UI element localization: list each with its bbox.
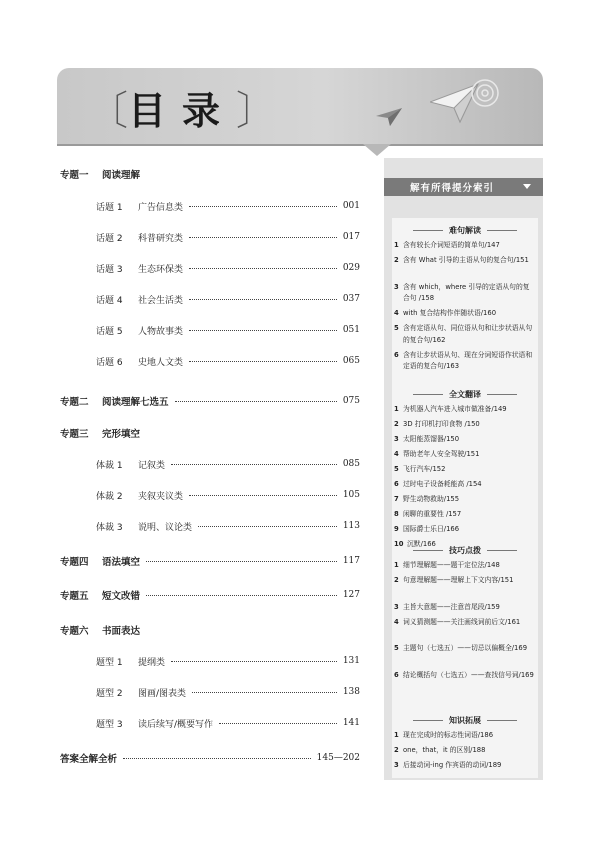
index-entry-number: 2 [394, 420, 399, 428]
toc-item-row [96, 229, 360, 245]
toc-leader-dots [192, 692, 337, 693]
toc-item-number: 话题 6 [96, 357, 123, 368]
index-entry-text: 太阳能蒸馏器/150 [403, 435, 460, 443]
index-entry-text: 闲聊的重要性 /157 [403, 510, 462, 518]
index-entry [394, 240, 536, 252]
title-bracket-left: 〔 [88, 87, 128, 134]
toc-page-number: 017 [342, 232, 360, 242]
index-entry-text: 3D 打印机打印食物 /150 [403, 420, 480, 428]
toc-item-title: 史地人文类 [138, 357, 184, 368]
index-entry-number: 4 [394, 617, 399, 626]
index-entry-number: 2 [394, 746, 399, 754]
toc-leader-dots [189, 495, 337, 496]
index-entry [394, 464, 536, 476]
index-entry [394, 509, 536, 521]
toc-item-title: 说明、议论类 [138, 522, 193, 533]
toc-section-row [60, 587, 360, 603]
index-entry [394, 575, 536, 587]
toc-leader-dots [171, 464, 337, 465]
toc-leader-dots [219, 723, 337, 724]
toc-section-number: 专题一 [60, 170, 89, 181]
paper-plane-small-icon [376, 106, 402, 126]
index-entry-text: 句意理解题——理解上下文内容/151 [403, 576, 514, 584]
index-entry-text: 细节理解题——题干定位法/148 [403, 561, 500, 569]
toc-item-number: 话题 2 [96, 233, 123, 244]
toc-item-number: 话题 3 [96, 264, 123, 275]
index-entry-number: 4 [394, 309, 399, 317]
index-entry-text: 词义猜测题——关注画线词前后文/161 [403, 617, 521, 626]
toc-page-number: 029 [342, 263, 360, 273]
index-entry-text: 结论概括句（七选五）——查找信号词/169 [403, 670, 534, 679]
index-panel-body [392, 218, 538, 778]
index-entry [394, 617, 536, 629]
toc-item-title: 记叙类 [138, 460, 166, 471]
toc-page-number: 065 [342, 356, 360, 366]
toc-section-title: 语法填空 [102, 557, 141, 568]
toc-item-number: 体裁 2 [96, 491, 123, 502]
toc-item-title: 提纲类 [138, 657, 166, 668]
toc-page-number: 141 [342, 718, 360, 728]
toc-item-row [96, 322, 360, 338]
index-entry-text: 含有定语从句、同位语从句和让步状语从句的复合句/162 [403, 324, 533, 344]
toc-section-row [60, 553, 360, 569]
toc-leader-dots [189, 361, 337, 362]
index-category-heading: 难句解读 [392, 224, 538, 236]
index-entry [394, 760, 536, 772]
toc-page-number: 127 [342, 590, 360, 600]
index-entry-number: 1 [394, 405, 399, 413]
toc-page-number: 001 [342, 201, 360, 211]
toc-item-title: 图画/图表类 [138, 688, 187, 699]
toc-section-number: 专题三 [60, 429, 89, 440]
toc-page-number: 138 [342, 687, 360, 697]
index-entry [394, 350, 536, 373]
index-entry [394, 434, 536, 446]
index-entry [394, 602, 536, 614]
toc-section-row [60, 622, 360, 638]
index-entry-text: 含有较长介词短语的简单句/147 [403, 241, 500, 249]
toc-page-number: 105 [342, 490, 360, 500]
toc-item-title: 科普研究类 [138, 233, 184, 244]
title-bracket-right: 〕 [236, 87, 277, 134]
title-text: 目录 [128, 87, 237, 133]
index-entry-number: 1 [394, 731, 399, 739]
index-entry-number: 5 [394, 644, 399, 652]
toc-item-number: 题型 3 [96, 719, 123, 730]
toc-page-number: 085 [342, 459, 360, 469]
toc-item-row [96, 487, 360, 503]
index-entry [394, 560, 536, 572]
toc-item-row [96, 456, 360, 472]
toc-item-row [96, 684, 360, 700]
toc-item-row [96, 518, 360, 534]
index-entry-text: 帮助老年人安全驾驶/151 [403, 450, 480, 458]
index-entry-text: 主题句（七选五）——切忌以偏概全/169 [403, 644, 528, 652]
toc-section-title: 完形填空 [102, 429, 141, 440]
toc-item-row [96, 715, 360, 731]
index-entry-text: 含有 which，where 引导的定语从句的复合句 /158 [403, 282, 530, 302]
toc-leader-dots [189, 237, 337, 238]
toc-section-title: 短文改错 [102, 591, 141, 602]
index-entry-text: 国际爵士乐日/166 [403, 525, 460, 533]
index-entry-text: one，that，it 的区别/188 [403, 746, 486, 754]
toc-item-title: 夹叙夹议类 [138, 491, 184, 502]
index-entry-text: 含有 What 引导的主语从句的复合句/151 [403, 256, 529, 264]
index-entry-text: with 复合结构作伴随状语/160 [403, 309, 497, 317]
index-entry-number: 10 [394, 540, 404, 548]
index-category-heading: 全文翻译 [392, 388, 538, 400]
toc-page-number: 113 [342, 521, 360, 531]
toc-item-number: 体裁 3 [96, 522, 123, 533]
header-divider [57, 144, 543, 146]
toc-item-number: 话题 4 [96, 295, 123, 306]
index-entry-number: 1 [394, 241, 399, 249]
toc-item-title: 广告信息类 [138, 202, 184, 213]
header-notch [363, 144, 391, 156]
toc-page-number: 037 [342, 294, 360, 304]
toc-item-title: 人物故事类 [138, 326, 184, 337]
index-entry-text: 现在完成时的标志性词语/186 [403, 731, 494, 739]
index-entry [394, 643, 536, 655]
index-entry [394, 494, 536, 506]
index-entry [394, 419, 536, 431]
index-category-heading: 知识拓展 [392, 714, 538, 726]
toc-leader-dots [189, 268, 337, 269]
toc-section-number: 专题二 [60, 397, 89, 408]
index-entry-number: 8 [394, 510, 399, 518]
toc-section-number: 专题六 [60, 626, 89, 637]
toc-item-number: 话题 5 [96, 326, 123, 337]
index-entry [394, 730, 536, 742]
index-entry-number: 2 [394, 576, 399, 584]
toc-item-number: 体裁 1 [96, 460, 123, 471]
index-entry-number: 3 [394, 282, 399, 291]
toc-section-title: 书面表达 [102, 626, 141, 637]
index-entry-text: 沉默/166 [407, 540, 436, 548]
index-entry-text: 过时电子设备耗能高 /154 [403, 480, 482, 488]
index-entry [394, 449, 536, 461]
toc-item-title: 读后续写/概要写作 [138, 719, 214, 730]
toc-leader-dots [189, 330, 337, 331]
index-entry [394, 282, 536, 305]
toc-leader-dots [175, 401, 337, 402]
toc-page-number: 145—202 [316, 753, 360, 763]
index-entry [394, 670, 536, 682]
index-entry-number: 5 [394, 324, 399, 332]
index-panel-title: 解有所得提分索引 [410, 183, 495, 194]
index-entry-text: 后接动词-ing 作宾语的动词/189 [403, 761, 502, 769]
index-entry [394, 745, 536, 757]
triangle-down-icon [523, 184, 531, 189]
index-entry-text: 为机器人汽车进入城市做准备/149 [403, 405, 507, 413]
toc-item-row [96, 260, 360, 276]
index-entry-number: 9 [394, 525, 399, 533]
index-entry [394, 308, 536, 320]
toc-section-number: 专题四 [60, 557, 89, 568]
toc-section-title: 阅读理解 [102, 170, 141, 181]
index-entry-number: 6 [394, 350, 399, 359]
toc-leader-dots [171, 661, 337, 662]
toc-page-number: 131 [342, 656, 360, 666]
toc-section-row [60, 425, 360, 441]
toc-item-number: 题型 2 [96, 688, 123, 699]
toc-section-number: 专题五 [60, 591, 89, 602]
index-entry-number: 1 [394, 561, 399, 569]
toc-section-row [60, 393, 360, 409]
index-entry [394, 524, 536, 536]
index-entry-number: 5 [394, 465, 399, 473]
toc-leader-dots [146, 595, 337, 596]
toc-item-row [96, 653, 360, 669]
toc-item-row [96, 353, 360, 369]
index-entry [394, 404, 536, 416]
page-title [88, 82, 276, 132]
index-entry [394, 479, 536, 491]
toc-leader-dots [123, 758, 311, 759]
toc-item-title: 社会生活类 [138, 295, 184, 306]
index-entry-number: 3 [394, 435, 399, 443]
toc-section-number: 答案全解全析 [60, 754, 118, 765]
toc-item-row [96, 291, 360, 307]
toc-leader-dots [189, 299, 337, 300]
index-entry [394, 323, 536, 346]
index-entry-number: 3 [394, 761, 399, 769]
index-entry-number: 7 [394, 495, 399, 503]
toc-leader-dots [189, 206, 337, 207]
toc-item-number: 话题 1 [96, 202, 123, 213]
toc-section-row [60, 166, 360, 182]
toc-page-number: 051 [342, 325, 360, 335]
toc-item-title: 生态环保类 [138, 264, 184, 275]
toc-item-number: 题型 1 [96, 657, 123, 668]
index-entry-text: 主旨大意题——注意首尾段/159 [403, 602, 500, 611]
index-entry-number: 2 [394, 256, 399, 264]
toc-section-row [60, 750, 360, 766]
index-entry-number: 3 [394, 602, 399, 611]
index-panel-heading [384, 178, 543, 196]
index-entry-text: 飞行汽车/152 [403, 465, 446, 473]
index-category-heading: 技巧点拨 [392, 544, 538, 556]
index-entry-number: 6 [394, 480, 399, 488]
index-panel [384, 158, 543, 780]
index-entry-number: 4 [394, 450, 399, 458]
toc-item-row [96, 198, 360, 214]
index-entry [394, 255, 536, 267]
toc-leader-dots [198, 526, 337, 527]
index-entry-text: 含有让步状语从句、现在分词短语作状语和定语的复合句/163 [403, 350, 533, 370]
toc-section-title: 阅读理解七选五 [102, 397, 169, 408]
index-entry-number: 6 [394, 670, 399, 679]
toc-page-number: 075 [342, 396, 360, 406]
toc-page-number: 117 [342, 556, 360, 566]
index-entry-text: 野生动物救助/155 [403, 495, 460, 503]
toc-leader-dots [146, 561, 337, 562]
concentric-circles-icon [470, 78, 500, 108]
